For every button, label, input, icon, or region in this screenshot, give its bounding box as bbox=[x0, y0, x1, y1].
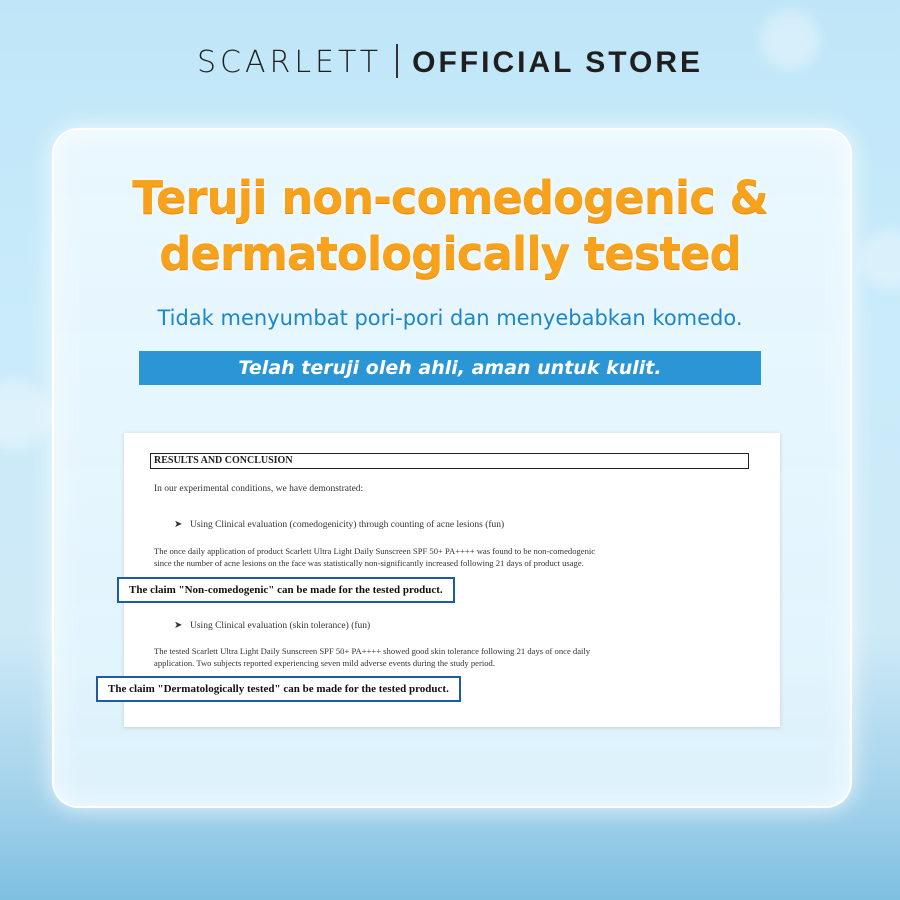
bokeh-decoration bbox=[0, 380, 50, 450]
report-paragraph-1-line-2: since the number of acne lesions on the face was statistically non-significantly increased following 21 days of product usage. bbox=[154, 558, 584, 568]
headline-line-1: Teruji non-comedogenic & bbox=[132, 171, 768, 224]
headline bbox=[0, 170, 900, 282]
arrow-bullet-icon: ➤ bbox=[174, 620, 183, 631]
report-bullet-2: Using Clinical evaluation (skin tolerance) (fun) bbox=[190, 621, 371, 631]
report-paragraph-2-line-2: application. Two subjects reported experiencing seven mild adverse events during the study period. bbox=[154, 658, 495, 668]
headline-line-2: dermatologically tested bbox=[159, 227, 741, 280]
subtitle: Tidak menyumbat pori-pori dan menyebabkan komedo. bbox=[157, 306, 743, 330]
highlight-banner: Telah teruji oleh ahli, aman untuk kulit. bbox=[139, 351, 761, 385]
arrow-bullet-icon: ➤ bbox=[174, 519, 183, 530]
store-label: OFFICIAL STORE bbox=[412, 46, 704, 79]
report-heading: RESULTS AND CONCLUSION bbox=[150, 453, 749, 469]
store-brand-header bbox=[0, 44, 900, 80]
report-paragraph-1-line-1: The once daily application of product Scarlett Ultra Light Daily Sunscreen SPF 50+ PA++++ was found to be non-comedogenic bbox=[154, 546, 596, 556]
report-bullet-1: Using Clinical evaluation (comedogenicity) through counting of acne lesions (fun) bbox=[190, 520, 505, 530]
claim-non-comedogenic: The claim "Non-comedogenic" can be made for the tested product. bbox=[117, 577, 455, 603]
claim-dermatologically-tested: The claim "Dermatologically tested" can be made for the tested product. bbox=[96, 676, 461, 702]
report-intro: In our experimental conditions, we have demonstrated: bbox=[154, 484, 364, 494]
brand-divider bbox=[396, 44, 398, 78]
report-paragraph-2-line-1: The tested Scarlett Ultra Light Daily Sunscreen SPF 50+ PA++++ showed good skin tolerance following 21 days of once daily bbox=[154, 646, 591, 656]
brand-name: SCARLETT bbox=[196, 45, 383, 80]
